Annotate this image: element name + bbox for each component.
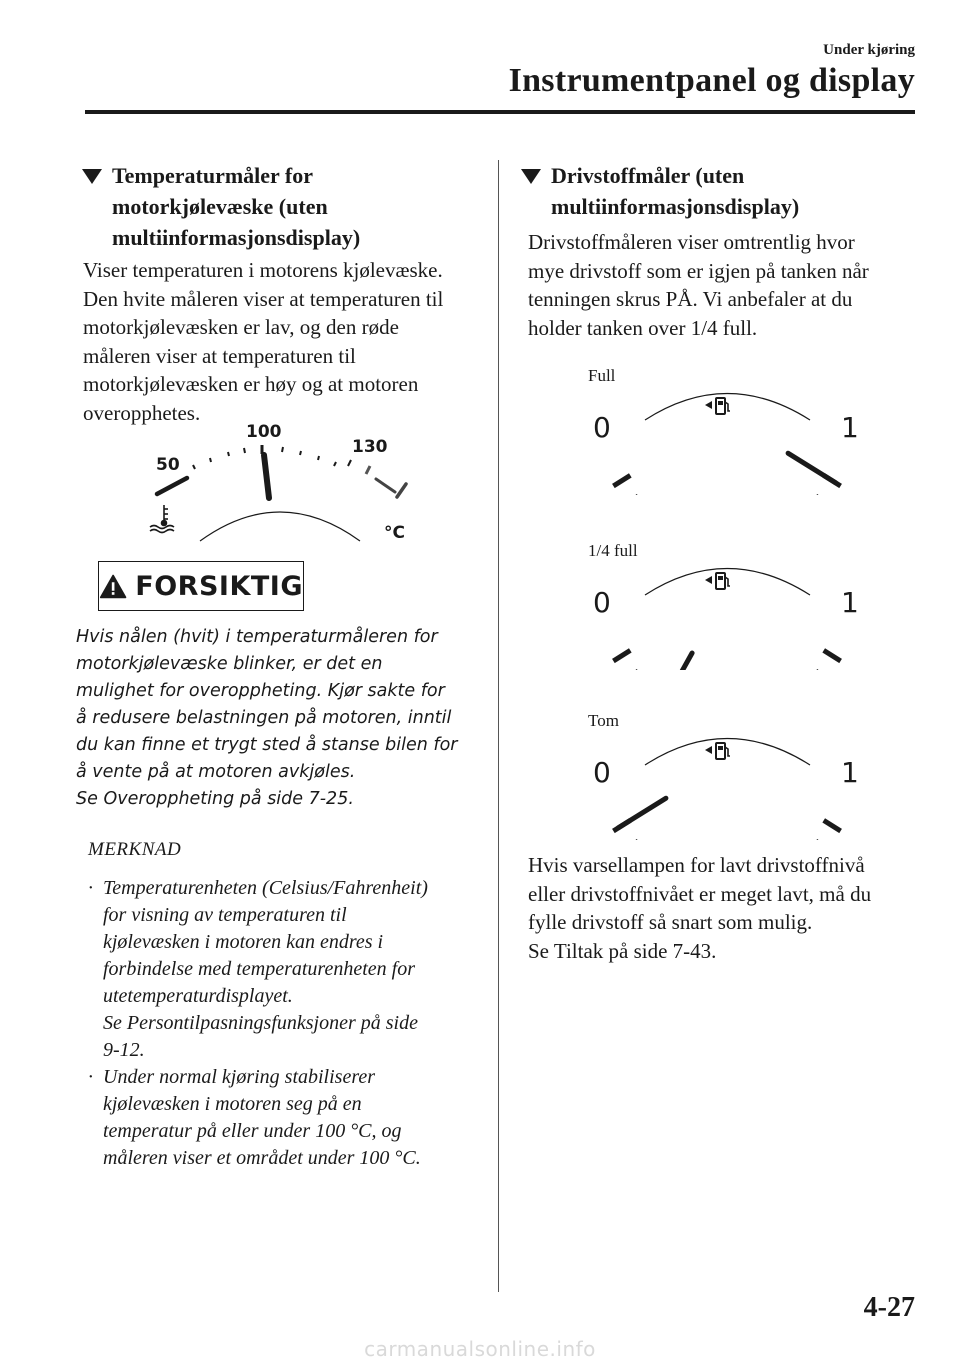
gauge-label-130: 130 — [352, 437, 388, 457]
fuel-needle — [665, 653, 692, 670]
caution-label: FORSIKTIG — [135, 570, 303, 602]
gauge-caption-empty: Tom — [588, 711, 619, 730]
gauge-label-100: 100 — [246, 422, 282, 442]
bullet-icon: · — [88, 877, 93, 899]
bullet-icon: · — [88, 1066, 93, 1088]
fuel-pump-icon — [705, 398, 730, 414]
section-label: Under kjøring — [823, 42, 915, 58]
gauge-label-empty: 0 — [593, 411, 611, 444]
fuel-warning-text: Hvis varsellampen for lavt drivstoffnivå eller drivstoffnivået er meget lavt, må du fylle drivstoff så snart som mulig. Se Tiltak på side 7-43. — [528, 853, 872, 963]
coolant-description: Viser temperaturen i motorens kjølevæske. Den hvite måleren viser at temperaturen til motorkjølevæsken er lav, og den røde måleren viser at temperaturen til motorkjølevæsken er høy og at motoren overopphetes. — [83, 258, 444, 425]
coolant-section-heading: Temperaturmåler for motorkjølevæske (uten multiinformasjonsdisplay) — [112, 160, 472, 253]
gauge-label-full: 1 — [841, 586, 859, 619]
caution-box — [98, 561, 304, 611]
column-divider — [498, 160, 499, 1292]
page-number: 4-27 — [863, 1292, 915, 1323]
fuel-gauge-quarter — [585, 560, 870, 670]
coolant-temperature-icon — [150, 505, 174, 533]
fuel-pump-icon — [705, 743, 730, 759]
gauge-arc — [200, 512, 360, 541]
fuel-gauge-full — [585, 385, 870, 495]
gauge-mark-cold — [157, 478, 187, 494]
gauge-unit: °C — [384, 523, 405, 543]
gauge-mark-hot — [376, 479, 395, 492]
fuel-needle — [788, 453, 836, 483]
fuel-section-heading: Drivstoffmåler (uten multiinformasjonsdisplay) — [551, 160, 911, 222]
footer-watermark: carmanualsonline.info — [364, 1337, 596, 1361]
note-item: · Under normal kjøring stabiliserer kjølevæsken i motoren seg på en temperatur på eller under 100 °C, og måleren viser et området under 100 °C. — [88, 1066, 421, 1169]
gauge-caption-quarter: 1/4 full — [588, 541, 638, 560]
gauge-tick — [613, 475, 630, 486]
header-rule — [85, 110, 915, 114]
gauge-label-empty: 0 — [593, 756, 611, 789]
fuel-gauge-empty — [585, 730, 870, 840]
gauge-tick — [613, 650, 630, 661]
gauge-tick — [824, 820, 841, 831]
fuel-description: Drivstoffmåleren viser omtrentlig hvor mye drivstoff som er igjen på tanken når tenningen skrus PÅ. Vi anbefaler at du holder tanken over 1/4 full. — [528, 230, 869, 340]
warning-triangle-icon — [99, 573, 127, 600]
section-triangle-icon — [82, 169, 102, 184]
fuel-pump-icon — [705, 573, 730, 589]
gauge-label-50: 50 — [156, 455, 180, 475]
gauge-tick — [824, 650, 841, 661]
note-list — [88, 875, 480, 1172]
gauge-label-full: 1 — [841, 756, 859, 789]
coolant-temperature-gauge — [140, 418, 430, 550]
gauge-label-empty: 0 — [593, 586, 611, 619]
caution-body: Hvis nålen (hvit) i temperaturmåleren for motorkjølevæske blinker, er det en mulighet for overoppheting. Kjør sakte for å redusere belastningen på motoren, inntil du kan finne et trygt sted å stanse bilen for å vente på at motoren avkjøles. Se Overoppheting på side 7-25. — [76, 627, 458, 809]
note-item: · Temperaturenheten (Celsius/Fahrenheit) for visning av temperaturen til kjølevæsken i motoren kan endres i forbindelse med temperaturenheten for utetemperaturdisplayet. Se Persontilpasningsfunksjoner på side 9-12. — [88, 877, 428, 1061]
gauge-label-full: 1 — [841, 411, 859, 444]
section-triangle-icon — [521, 169, 541, 184]
note-heading: MERKNAD — [88, 839, 182, 860]
gauge-caption-full: Full — [588, 366, 616, 385]
chapter-title: Instrumentpanel og display — [508, 62, 915, 99]
fuel-needle — [618, 798, 666, 828]
gauge-needle — [264, 455, 269, 498]
